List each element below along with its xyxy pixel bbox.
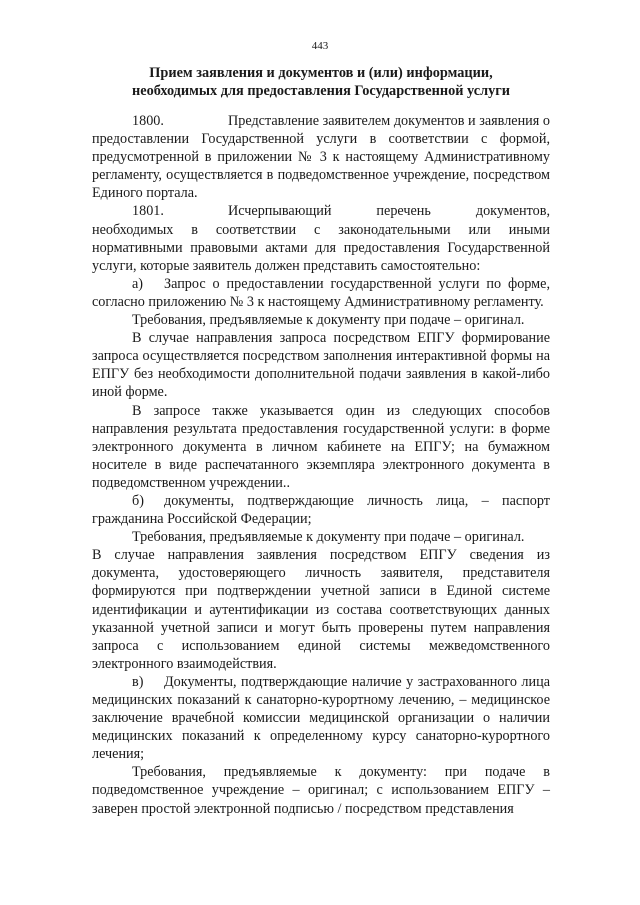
paragraph-text: В запросе также указывается один из следующих способов направления результата предоставления государственной услуги: в форме электронного документа в личном кабинете на ЕПГУ; на бумажном носителе в виде распечатанного экземпляра электронного документа в подведомственном учреждении.. [92,402,550,491]
clause-number: 1800. [132,113,164,129]
paragraph-text: Требования, предъявляемые к документу при подаче – оригинал. [132,529,525,546]
paragraph [92,275,550,311]
page-number: 443 [311,40,329,52]
section-heading [92,64,550,100]
paragraph [92,492,550,528]
list-marker: б) [132,492,144,509]
paragraph-text: Представление заявителем документов и заявления о предоставлении Государственной услуги в соответствии с формой, предусмотренной в приложении № 3 к настоящему Административному регламенту, осуществляется в подведомственное учреждение, посредством Единого портала. [92,113,550,202]
paragraph [92,763,550,817]
paragraph [92,112,550,202]
paragraph-text: Требования, предъявляемые к документу при подаче – оригинал. [132,312,525,329]
paragraph [92,311,550,329]
paragraph-text: Исчерпывающий перечень документов, необходимых в соответствии с законодательными или иными нормативными правовыми актами для предоставления Государственной услуги, которые заявитель должен представить самостоятельно: [92,203,550,274]
list-marker: а) [132,275,144,292]
paragraph-text: В случае направления запроса посредством ЕПГУ формирование запроса осуществляется посредством заполнения интерактивной формы на ЕПГУ без необходимости дополнительной подачи заявления в какой-либо иной форме. [92,330,550,401]
paragraph [92,402,550,492]
heading-line: необходимых для предоставления Государственной услуги [132,83,510,99]
paragraph-text: Документы, подтверждающие наличие у застрахованного лица медицинских показаний к санаторно-курортному лечению, – медицинское заключение врачебной комиссии медицинской организации о наличии медицинских показаний к определенному курсу санаторно-курортного лечения; [92,673,550,763]
paragraph-text: В случае направления заявления посредством ЕПГУ сведения из документа, удостоверяющего личность заявителя, представителя формируются при подтверждении учетной записи в Единой системе идентификации и аутентификации из состава соответствующих данных указанной учетной записи и могут быть проверены путем направления запроса с использованием единой системы межведомственного электронного взаимодействия. [92,547,550,672]
paragraph [92,673,550,763]
clause-number: 1801. [132,203,164,220]
paragraph [92,546,550,673]
heading-line: Прием заявления и документов и (или) информации, [149,65,493,81]
paragraph-text: Требования, предъявляемые к документу: при подаче в подведомственное учреждение – оригинал; с использованием ЕПГУ – заверен простой электронной подписью / посредством представления [92,764,550,817]
list-marker: в) [132,673,144,690]
paragraph [92,329,550,401]
paragraph [92,528,550,546]
document-body [92,112,550,818]
paragraph-text: документы, подтверждающие личность лица, – паспорт гражданина Российской Федерации; [92,492,550,528]
paragraph-text: Запрос о предоставлении государственной услуги по форме, согласно приложению № 3 к настоящему Административному регламенту. [92,275,550,310]
paragraph [92,202,550,274]
